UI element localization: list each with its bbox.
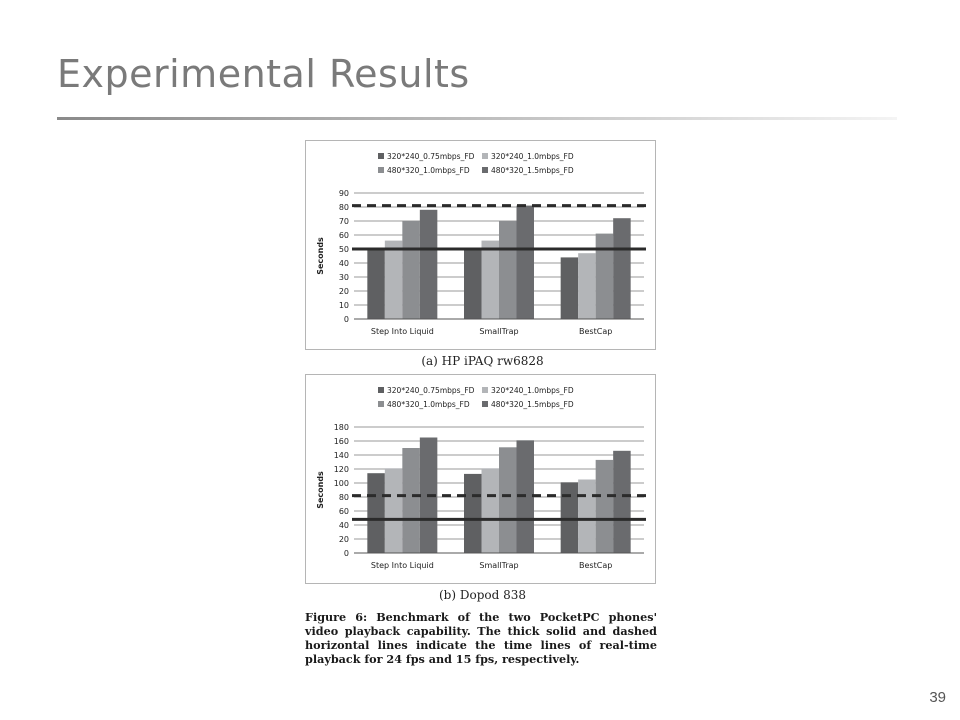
- chart-b-xtick-2: BestCap: [579, 561, 613, 570]
- chart-a-legend-label-2: 480*320_1.0mbps_FD: [387, 166, 470, 175]
- chart-b-xtick-1: SmallTrap: [479, 561, 519, 570]
- chart-panel-b: [305, 374, 656, 584]
- chart-a-bar-0-0: [367, 249, 384, 319]
- subcaption-b: (b) Dopod 838: [438, 588, 526, 602]
- chart-a-ytick-7: 70: [338, 217, 349, 226]
- chart-a-bar-1-2: [499, 221, 517, 319]
- chart-b-ytick-4: 80: [338, 493, 349, 502]
- chart-b-ytick-9: 180: [333, 423, 349, 432]
- chart-b: [306, 375, 655, 583]
- chart-a-bar-2-2: [596, 234, 614, 319]
- figure-caption: Figure 6: Benchmark of the two PocketPC phones' video playback capability. The thick solid and dashed horizontal lines indicate the time lines of real-time playback for 24 fps and 15 fps, respectively.: [305, 610, 657, 666]
- chart-b-legend-swatch-3: [482, 401, 488, 407]
- chart-b-bar-0-1: [385, 468, 403, 553]
- chart-b-bar-1-1: [482, 468, 500, 553]
- chart-b-bar-2-3: [613, 451, 631, 553]
- chart-b-bar-2-0: [561, 482, 579, 553]
- chart-a-legend-swatch-1: [482, 153, 488, 159]
- chart-b-ytick-1: 20: [338, 535, 349, 544]
- chart-a-legend-label-0: 320*240_0.75mbps_FD: [387, 152, 475, 161]
- chart-b-bar-2-1: [578, 480, 596, 554]
- chart-a-bar-2-0: [561, 257, 579, 319]
- chart-b-ytick-3: 60: [338, 507, 349, 516]
- chart-a-bar-1-3: [517, 206, 535, 319]
- chart-b-ytick-6: 120: [333, 465, 349, 474]
- chart-a-ytick-1: 10: [338, 301, 349, 310]
- chart-a-bar-1-1: [482, 241, 500, 319]
- chart-b-legend-swatch-2: [378, 401, 384, 407]
- chart-b-legend-label-0: 320*240_0.75mbps_FD: [387, 386, 475, 395]
- chart-b-legend-swatch-0: [378, 387, 384, 393]
- page-number: 39: [929, 689, 946, 706]
- chart-b-xtick-0: Step Into Liquid: [370, 561, 434, 570]
- chart-a-bar-0-3: [420, 210, 438, 319]
- chart-panel-a: [305, 140, 656, 350]
- chart-a-ytick-8: 80: [338, 203, 349, 212]
- chart-a-bar-2-3: [613, 218, 631, 319]
- chart-b-legend-label-3: 480*320_1.5mbps_FD: [491, 400, 574, 409]
- chart-a-bar-0-2: [402, 221, 420, 319]
- chart-b-bar-1-0: [464, 474, 482, 553]
- chart-a-ytick-6: 60: [338, 231, 349, 240]
- chart-b-legend-label-1: 320*240_1.0mbps_FD: [491, 386, 574, 395]
- chart-b-bar-2-2: [596, 460, 614, 553]
- chart-a-bar-2-1: [578, 253, 596, 319]
- chart-a-xtick-0: Step Into Liquid: [370, 327, 434, 336]
- chart-a-ytick-5: 50: [338, 245, 349, 254]
- chart-a-ytick-0: 0: [343, 315, 349, 324]
- chart-a-ytick-3: 30: [338, 273, 349, 282]
- chart-b-legend-swatch-1: [482, 387, 488, 393]
- chart-a-bar-0-1: [385, 241, 403, 319]
- chart-b-ytick-7: 140: [333, 451, 349, 460]
- chart-a-legend-swatch-3: [482, 167, 488, 173]
- chart-a-legend-label-1: 320*240_1.0mbps_FD: [491, 152, 574, 161]
- chart-a-ytick-2: 20: [338, 287, 349, 296]
- chart-b-bar-1-2: [499, 447, 517, 553]
- chart-b-ytick-0: 0: [343, 549, 349, 558]
- chart-b-ylabel: Seconds: [316, 471, 325, 509]
- chart-a-ytick-4: 40: [338, 259, 349, 268]
- chart-a-legend-swatch-2: [378, 167, 384, 173]
- chart-b-legend-label-2: 480*320_1.0mbps_FD: [387, 400, 470, 409]
- chart-a-legend-swatch-0: [378, 153, 384, 159]
- chart-b-ytick-5: 100: [333, 479, 349, 488]
- chart-a-ytick-9: 90: [338, 189, 349, 198]
- title-divider: [57, 117, 897, 120]
- slide-title: Experimental Results: [57, 52, 470, 96]
- chart-a-bar-1-0: [464, 249, 482, 319]
- chart-a-xtick-1: SmallTrap: [479, 327, 519, 336]
- chart-a-legend-label-3: 480*320_1.5mbps_FD: [491, 166, 574, 175]
- chart-a-ylabel: Seconds: [316, 237, 325, 275]
- figure: [305, 140, 660, 666]
- chart-b-ytick-2: 40: [338, 521, 349, 530]
- chart-b-ytick-8: 160: [333, 437, 349, 446]
- chart-b-bar-0-2: [402, 448, 420, 553]
- chart-a-xtick-2: BestCap: [579, 327, 613, 336]
- subcaption-a: (a) HP iPAQ rw6828: [421, 354, 544, 368]
- chart-a: [306, 141, 655, 349]
- chart-b-bar-0-0: [367, 473, 384, 553]
